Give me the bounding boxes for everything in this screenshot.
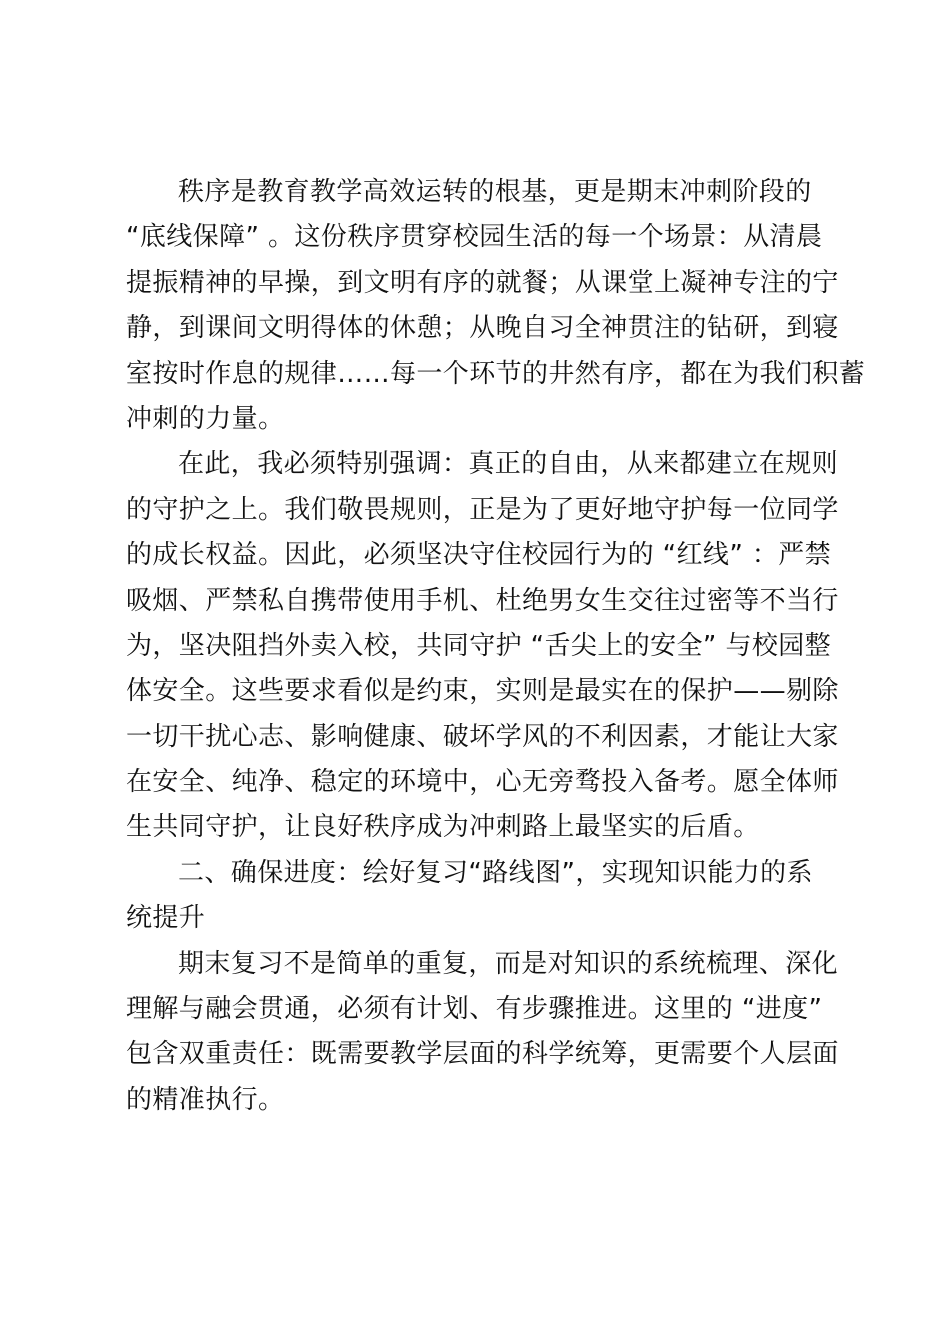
paragraph-line: 的守护之上。我们敬畏规则，正是为了更好地守护每一位同学: [126, 494, 839, 525]
paragraph-line: 在此，我必须特别强调：真正的自由，从来都建立在规则: [178, 449, 839, 480]
paragraph-line: 静，到课间文明得体的休憩；从晚自习全神贯注的钻研，到寝: [126, 313, 839, 344]
paragraph-line: 期末复习不是简单的重复，而是对知识的系统梳理、深化: [178, 948, 839, 979]
paragraph-line: 为，坚决阻挡外卖入校，共同守护 “舌尖上的安全” 与校园整: [126, 630, 832, 661]
paragraph-rules-red-line: [126, 442, 839, 851]
paragraph-line: 提振精神的早操，到文明有序的就餐；从课堂上凝神专注的宁: [126, 267, 839, 298]
paragraph-line: 一切干扰心志、影响健康、破坏学风的不利因素，才能让大家: [126, 721, 839, 752]
paragraph-line: 在安全、纯净、稳定的环境中，心无旁骛投入备考。愿全体师: [126, 767, 839, 798]
paragraph-line: “底线保障” 。这份秩序贯穿校园生活的每一个场景：从清晨: [126, 222, 823, 253]
document-body: [126, 170, 866, 1123]
paragraph-line: 吸烟、严禁私自携带使用手机、杜绝男女生交往过密等不当行: [126, 585, 839, 616]
paragraph-line: 生共同守护，让良好秩序成为冲刺路上最坚实的后盾。: [126, 812, 760, 843]
heading-line: 统提升: [126, 903, 206, 934]
paragraph-line: 室按时作息的规律……每一个环节的井然有序，都在为我们积蓄: [126, 358, 866, 389]
paragraph-order-foundation: [126, 170, 866, 442]
paragraph-line: 的精准执行。: [126, 1084, 285, 1115]
paragraph-review-plan: [126, 942, 839, 1124]
paragraph-line: 包含双重责任：既需要教学层面的科学统筹，更需要个人层面: [126, 1039, 839, 1070]
paragraph-line: 理解与融会贯通，必须有计划、有步骤推进。这里的 “进度”: [126, 994, 823, 1025]
section-heading-progress: [126, 851, 832, 942]
paragraph-line: 体安全。这些要求看似是约束，实则是最实在的保护——剔除: [126, 676, 839, 707]
heading-line: 二、确保进度：绘好复习“路线图”，实现知识能力的系: [178, 857, 813, 888]
paragraph-line: 秩序是教育教学高效运转的根基，更是期末冲刺阶段的: [178, 177, 812, 207]
paragraph-line: 冲刺的力量。: [126, 403, 285, 434]
paragraph-line: 的成长权益。因此，必须坚决守住校园行为的 “红线” ：严禁: [126, 540, 832, 571]
